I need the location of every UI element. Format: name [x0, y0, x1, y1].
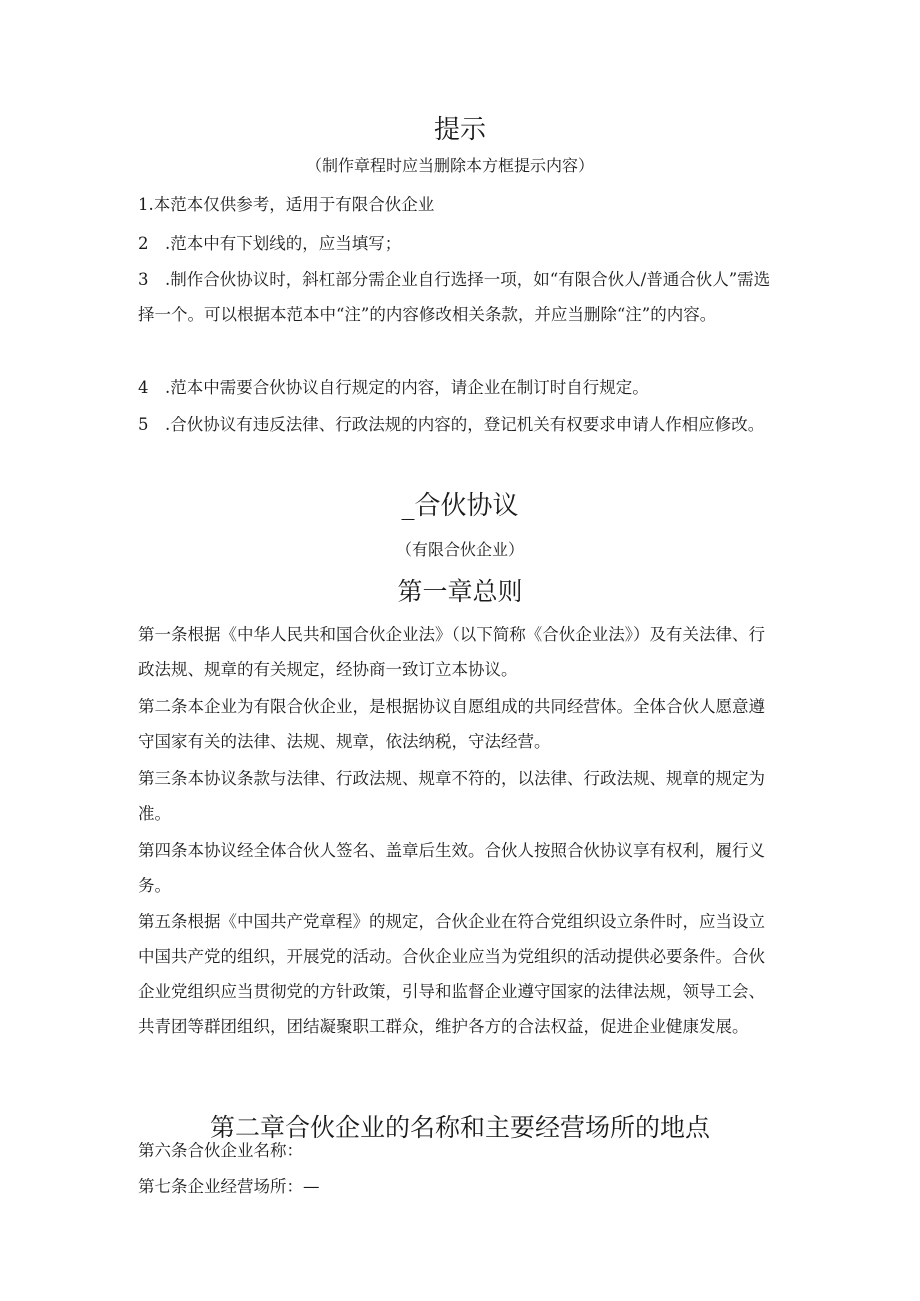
chapter2-title: 第二章合伙企业的名称和主要经营场所的地点 — [209, 1113, 710, 1142]
article-6: 第六条合伙企业名称： — [138, 1141, 303, 1160]
tip-item-2: 2 .范本中有下划线的，应当填写； — [138, 234, 402, 253]
article-3: 第三条本协议条款与法律、行政法规、规章不符的，以法律、行政法规、规章的规定为准。 — [138, 769, 765, 823]
article-4: 第四条本协议经全体合伙人签名、盖章后生效。合伙人按照合伙协议享有权利，履行义务。 — [138, 841, 765, 895]
tip-item-3: 3 .制作合伙协议时，斜杠部分需企业自行选择一项，如“有限合伙人/普通合伙人”需选择一个。可以根据本范本中“注”的内容修改相关条款，并应当删除“注”的内容。 — [138, 270, 771, 324]
tip-item-1: 1.本范本仅供参考，适用于有限合伙企业 — [138, 195, 435, 214]
article-2: 第二条本企业为有限合伙企业，是根据协议自愿组成的共同经营体。全体合伙人愿意遵守国家有关的法律、法规、规章，依法纳税，守法经营。 — [138, 697, 765, 751]
article-1: 第一条根据《中华人民共和国合伙企业法》（以下简称《合伙企业法》）及有关法律、行政法规、规章的有关规定，经协商一致订立本协议。 — [138, 625, 765, 679]
article-5: 第五条根据《中国共产党章程》的规定，合伙企业在符合党组织设立条件时，应当设立中国共产党的组织，开展党的活动。合伙企业应当为党组织的活动提供必要条件。合伙企业党组织应当贯彻党的方针政策，引导和监督企业遵守国家的法律法规，领导工会、共青团等群团组织，团结凝聚职工群众，维护各方的合法权益，促进企业健康发展。 — [138, 912, 765, 1036]
tips-note: （制作章程时应当删除本方框提示内容） — [305, 156, 594, 175]
tip-item-4: 4 .范本中需要合伙协议自行规定的内容，请企业在制订时自行规定。 — [138, 378, 649, 397]
tip-item-5: 5 .合伙协议有违反法律、行政法规的内容的，登记机关有权要求申请人作相应修改。 — [138, 415, 765, 434]
chapter1-title: 第一章总则 — [397, 577, 523, 606]
tips-title: 提示 — [433, 115, 486, 145]
agreement-subtitle: （有限合伙企业） — [395, 540, 524, 559]
agreement-title: _合伙协议 — [401, 491, 519, 521]
article-7: 第七条企业经营场所：— — [138, 1177, 320, 1196]
